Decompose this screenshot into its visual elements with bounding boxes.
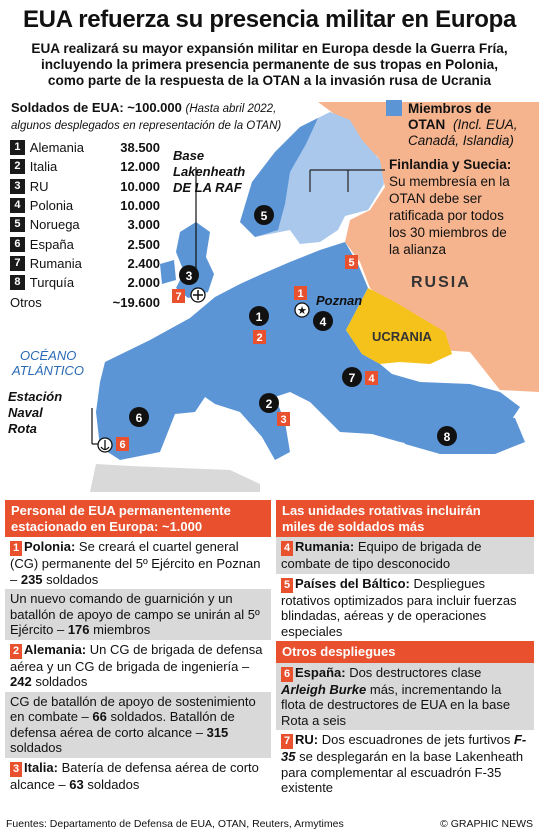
item-text: Dos destructores clase: [345, 664, 482, 680]
fin-swe-line: OTAN debe ser: [389, 191, 482, 206]
item-number: 5: [281, 578, 293, 593]
rank-value: 3.000: [127, 217, 161, 233]
svg-text:1: 1: [255, 310, 263, 324]
rotational-header-line-2: miles de soldados más: [282, 518, 425, 534]
marker-8-turkey-circle: [437, 426, 457, 446]
other-item-uk: [276, 730, 534, 798]
rank-number: 1: [10, 140, 25, 155]
rank-value: 2.400: [127, 255, 161, 271]
poznan-star-icon: [295, 303, 309, 317]
soldiers-ranking: [10, 138, 160, 312]
subtitle-line: incluyendo la primera presencia permanente de sus tropas en Polonia,: [40, 57, 499, 72]
item-tail: soldados: [31, 674, 88, 689]
permanent-item-poland-extra: [5, 589, 271, 640]
marker-red-6: [116, 437, 129, 451]
rank-country: España: [29, 236, 74, 252]
marker-2-italy-circle: [259, 393, 279, 413]
rotational-units-box: [276, 500, 534, 798]
item-text: Un nuevo comando de guarnición y un batallón de apoyo de campo se unirán al 5º Ejército –: [10, 591, 260, 637]
ocean-label-2: ATLÁNTICO: [12, 363, 84, 378]
svg-text:5: 5: [260, 209, 268, 223]
marker-red-2: [253, 330, 266, 344]
svg-text:4: 4: [319, 315, 327, 329]
marker-red-5: [345, 255, 358, 269]
item-count: 315: [206, 724, 229, 740]
subtitle: [6, 41, 533, 89]
item-tail: se desplegarán en la base Lakenheath para complementar al escuadrón F-35 existente: [281, 749, 524, 795]
lakenheath-label-2: Lakenheath: [173, 164, 246, 179]
legend-title-2: OTAN: [408, 117, 446, 132]
rank-number: 5: [10, 217, 25, 232]
item-country: Alemania:: [24, 641, 87, 657]
fin-swe-line: la alianza: [389, 242, 447, 257]
item-text: Despliegues rotativos optimizados para incluir fuerzas blindadas, aéreas y de operaciones especiales: [281, 575, 517, 639]
marker-6-spain-circle: [129, 407, 149, 427]
airbase-icon: [191, 288, 205, 302]
item-country: Italia:: [24, 759, 58, 775]
marker-4-poland-circle: [313, 311, 333, 331]
rotational-item-romania: [276, 537, 534, 574]
marker-1-germany-circle: [249, 306, 269, 326]
subtitle-line: como parte de la respuesta de la OTAN a la invasión rusa de Ucrania: [47, 73, 492, 88]
rank-value: 38.500: [120, 140, 161, 156]
svg-text:6: 6: [119, 439, 126, 451]
subtitle-line: EUA realizará su mayor expansión militar en Europa desde la Guerra Fría,: [31, 41, 508, 56]
ranking-row: [10, 157, 160, 176]
rank-country: Italia: [29, 159, 58, 175]
rank-value: 2.500: [127, 236, 161, 252]
legend-title-1: Miembros de: [408, 101, 492, 116]
marker-red-3: [277, 412, 290, 426]
permanent-header: [5, 500, 271, 537]
item-number: 7: [281, 734, 293, 749]
ranking-row: [10, 177, 160, 196]
item-number: 4: [281, 541, 293, 556]
permanent-header-line-1: Personal de EUA permanentemente: [11, 503, 231, 518]
copyright: © GRAPHIC NEWS: [440, 818, 533, 830]
soldiers-note-2: algunos desplegados en representación de la OTAN): [11, 120, 282, 132]
item-country: Países del Báltico:: [295, 575, 410, 591]
svg-text:4: 4: [368, 373, 375, 385]
ranking-row: [10, 215, 160, 234]
item-number: 6: [281, 667, 293, 682]
lakenheath-label-3: DE LA RAF: [173, 180, 242, 195]
rank-country: Polonia: [29, 198, 74, 214]
rank-country: Noruega: [29, 217, 80, 233]
svg-text:3: 3: [185, 269, 193, 283]
permanent-item-germany: [5, 640, 271, 692]
legend-note: (Incl. EUA,: [453, 117, 518, 132]
svg-text:1: 1: [297, 288, 304, 300]
marker-3-uk-circle: [179, 265, 199, 285]
legend-line-2: [408, 117, 518, 132]
rank-number: 6: [10, 237, 25, 252]
ranking-row-other: [10, 292, 160, 311]
fin-swe-line: Su membresía en la: [389, 174, 510, 189]
item-tail: soldados: [42, 571, 99, 587]
item-text: CG de batallón de apoyo de sostenimiento en combate –: [10, 693, 256, 724]
item-country: Rumania:: [295, 539, 355, 554]
soldiers-total: Soldados de EUA: ~100.000: [11, 100, 182, 115]
svg-text:7: 7: [175, 291, 182, 303]
rank-country: Otros: [10, 294, 42, 310]
svg-text:2: 2: [265, 397, 273, 411]
rotational-header-line-1: Las unidades rotativas incluirán: [282, 503, 481, 518]
item-text: Equipo de brigada de combate de tipo desconocido: [281, 539, 482, 571]
sources-footer: Fuentes: Departamento de Defensa de EUA, OTAN, Reuters, Armytimes: [6, 818, 344, 830]
rank-country: Rumania: [29, 255, 82, 271]
item-count: 176: [67, 622, 90, 637]
item-italic: F-35: [281, 732, 527, 764]
item-italic: Arleigh Burke: [281, 681, 367, 697]
marker-5-norway-circle: [254, 205, 274, 225]
rank-number: 8: [10, 275, 25, 290]
item-country: España:: [295, 664, 346, 680]
item-number: 2: [10, 644, 22, 659]
marker-7-romania-circle: [342, 367, 362, 387]
legend-note-2: Canadá, Islandia): [408, 133, 514, 148]
rota-label-2: Naval: [8, 405, 43, 420]
item-tail: soldados: [10, 740, 63, 755]
rank-value: ~19.600: [112, 294, 160, 310]
rank-value: 10.000: [120, 198, 161, 214]
lakenheath-label-1: Base: [173, 148, 205, 163]
rota-label-3: Rota: [8, 421, 37, 436]
svg-text:2: 2: [256, 332, 263, 344]
rank-value: 10.000: [120, 178, 161, 194]
svg-text:★: ★: [297, 304, 307, 317]
navalbase-icon: [98, 438, 112, 452]
marker-red-7: [172, 289, 185, 303]
item-country: RU:: [295, 732, 319, 747]
rank-value: 2.000: [127, 275, 161, 291]
item-text: Se creará el cuartel general (CG) permanente del 5º Ejército en Poznan –: [10, 539, 261, 587]
ranking-row: [10, 273, 160, 292]
ocean-label-1: OCÉANO: [20, 348, 77, 363]
permanent-item-poland: [5, 537, 271, 589]
rota-label-1: Estación: [8, 389, 63, 404]
fin-swe-title: Finlandia y Suecia:: [389, 157, 512, 172]
item-tail: miembros: [89, 622, 151, 637]
item-count: 63: [69, 776, 84, 792]
soldiers-header: [11, 100, 281, 134]
ranking-row: [10, 234, 160, 253]
other-deployments-header: Otros despliegues: [276, 641, 534, 663]
rank-country: Turquía: [29, 275, 75, 291]
soldiers-note-1: (Hasta abril 2022,: [185, 103, 277, 115]
rank-number: 3: [10, 179, 25, 194]
item-count: 242: [10, 674, 32, 689]
rank-number: 2: [10, 159, 25, 174]
permanent-item-germany-extra: [5, 692, 271, 758]
ranking-row: [10, 254, 160, 273]
rank-country: Alemania: [29, 140, 84, 156]
marker-red-4: [365, 371, 378, 385]
ukraine-label: UCRANIA: [372, 329, 432, 344]
item-text: Dos escuadrones de jets furtivos: [318, 732, 514, 747]
marker-red-1: [294, 286, 307, 300]
fin-swe-line: ratificada por todos: [389, 208, 504, 223]
item-tail: soldados. Batallón de defensa aérea de corto alcance –: [10, 709, 235, 740]
permanent-item-italy: [5, 758, 271, 795]
ranking-row: [10, 138, 160, 157]
svg-text:5: 5: [348, 257, 355, 269]
page-title: EUA refuerza su presencia militar en Europa: [22, 6, 517, 33]
legend-swatch: [386, 100, 402, 116]
ranking-row: [10, 196, 160, 215]
rank-value: 12.000: [120, 159, 161, 175]
item-number: 3: [10, 762, 22, 777]
rotational-header: [276, 500, 534, 537]
item-number: 1: [10, 541, 22, 556]
item-count: 66: [92, 709, 107, 724]
permanent-personnel-box: [5, 500, 271, 794]
other-item-spain: [276, 663, 534, 731]
item-count: 235: [20, 571, 43, 587]
russia-label: RUSIA: [411, 274, 471, 291]
ireland: [160, 260, 176, 284]
poznan-label: Poznan: [316, 293, 363, 308]
svg-text:6: 6: [135, 411, 143, 425]
fin-swe-line: los 30 miembros de: [389, 225, 507, 240]
item-tail: más, incrementando la flota de destructores de EUA en la base Rota a seis: [281, 681, 511, 728]
svg-text:8: 8: [443, 430, 451, 444]
rank-country: RU: [29, 178, 49, 194]
item-tail: soldados: [83, 776, 140, 792]
permanent-header-line-2: estacionado en Europa: ~1.000: [11, 518, 203, 534]
rotational-item-baltics: [276, 574, 534, 642]
item-text: Un CG de brigada de defensa aérea y un CG de brigada de ingeniería –: [10, 641, 263, 674]
svg-text:7: 7: [348, 371, 356, 385]
item-country: Polonia:: [24, 539, 76, 554]
rank-number: 7: [10, 256, 25, 271]
rank-number: 4: [10, 198, 25, 213]
item-text: Batería de defensa aérea de corto alcance –: [10, 759, 259, 792]
svg-text:3: 3: [280, 414, 287, 426]
